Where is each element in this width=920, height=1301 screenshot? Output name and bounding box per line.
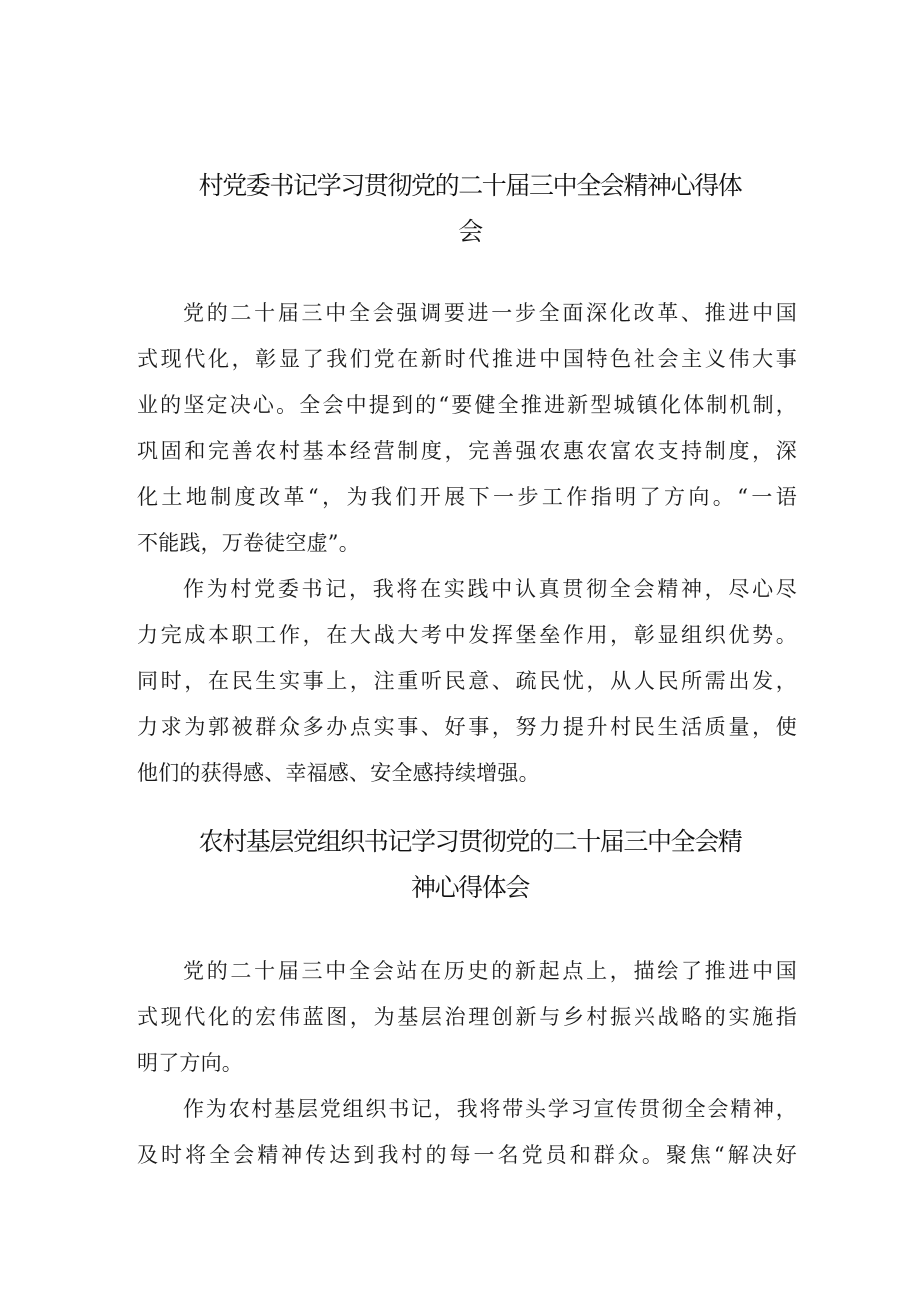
title-line: 农村基层党组织书记学习贯彻党的二十届三中全会精 — [198, 827, 742, 856]
text-line: 他们的获得感、幸福感、安全感持续增强。 — [137, 761, 540, 785]
section-1-paragraph-1 — [137, 290, 797, 566]
text-line: 作为农村基层党组织书记，我将带头学习宣传贯彻全会精神， — [183, 1097, 797, 1121]
section-1-title — [140, 163, 800, 255]
text-line: 业的坚定决心。全会中提到的“要健全推进新型城镇化体制机制， — [137, 393, 797, 417]
text-line: 及时将全会精神传达到我村的每一名党员和群众。聚焦“解决好 — [137, 1143, 797, 1167]
title-line: 神心得体会 — [410, 873, 529, 902]
text-line: 党的二十届三中全会站在历史的新起点上，描绘了推进中国 — [183, 959, 797, 983]
text-line: 力完成本职工作，在大战大考中发挥堡垒作用，彰显组织优势。 — [137, 623, 797, 647]
text-line: 巩固和完善农村基本经营制度，完善强农惠农富农支持制度，深 — [137, 439, 797, 463]
text-line: 力求为郭被群众多办点实事、好事，努力提升村民生活质量，使 — [137, 715, 797, 739]
text-line: 化土地制度改革“，为我们开展下一步工作指明了方向。“一语 — [137, 485, 797, 509]
text-line: 明了方向。 — [137, 1051, 243, 1075]
text-line: 作为村党委书记，我将在实践中认真贯彻全会精神，尽心尽 — [183, 577, 797, 601]
section-2-title — [140, 819, 800, 911]
section-2-paragraph-2 — [137, 1086, 797, 1178]
text-line: 同时，在民生实事上，注重听民意、疏民忧，从人民所需出发， — [137, 669, 797, 693]
title-line: 会 — [458, 217, 482, 246]
text-line: 党的二十届三中全会强调要进一步全面深化改革、推进中国 — [183, 301, 797, 325]
title-line: 村党委书记学习贯彻党的二十届三中全会精神心得体 — [198, 171, 742, 200]
text-line: 式现代化，彰显了我们党在新时代推进中国特色社会主义伟大事 — [137, 347, 797, 371]
section-2-paragraph-1 — [137, 948, 797, 1086]
text-line: 式现代化的宏伟蓝图，为基层治理创新与乡村振兴战略的实施指 — [137, 1005, 797, 1029]
section-1-paragraph-2 — [137, 566, 797, 796]
text-line: 不能践，万卷徒空虚”。 — [137, 531, 360, 555]
